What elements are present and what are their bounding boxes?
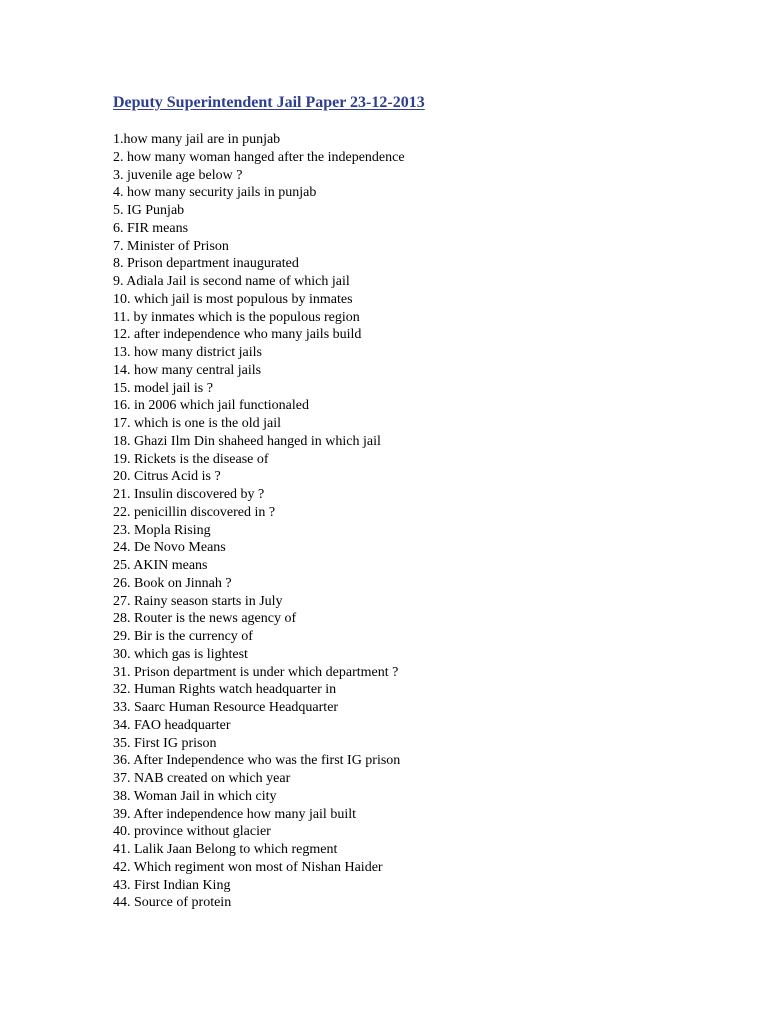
question-item: 3. juvenile age below ? [113, 167, 243, 183]
question-item: 20. Citrus Acid is ? [113, 469, 221, 485]
question-item: 37. NAB created on which year [113, 771, 291, 786]
question-item: 9. Adiala Jail is second name of which jail [113, 274, 350, 289]
question-item: 16. in 2006 which jail functionaled [113, 398, 309, 414]
question-item: 28. Router is the news agency of [113, 611, 297, 627]
question-item: 17. which is one is the old jail [113, 416, 281, 431]
question-item: 14. how many central jails [113, 362, 262, 378]
question-item: 44. Source of protein [113, 895, 232, 911]
question-item: 22. penicillin discovered in ? [113, 504, 276, 520]
question-item: 42. Which regiment won most of Nishan Haider [113, 859, 383, 875]
question-item: 7. Minister of Prison [113, 238, 229, 254]
question-item: 41. Lalik Jaan Belong to which regment [113, 842, 338, 857]
question-item: 15. model jail is ? [113, 380, 213, 396]
question-item: 23. Mopla Rising [113, 522, 211, 538]
question-item: 2. how many woman hanged after the independence [113, 149, 405, 165]
question-item: 6. FIR means [113, 220, 189, 236]
question-item: 5. IG Punjab [113, 203, 185, 218]
question-item: 31. Prison department is under which department ? [113, 664, 399, 680]
question-item: 18. Ghazi Ilm Din shaheed hanged in which jail [113, 433, 381, 449]
question-item: 8. Prison department inaugurated [113, 256, 299, 272]
question-list [113, 131, 405, 912]
question-item: 25. AKIN means [113, 558, 208, 573]
question-item: 27. Rainy season starts in July [113, 593, 283, 609]
question-item: 24. De Novo Means [113, 540, 226, 556]
question-item: 34. FAO headquarter [113, 717, 231, 733]
question-item: 29. Bir is the currency of [113, 629, 253, 644]
page-title: Deputy Superintendent Jail Paper 23-12-2013 [113, 94, 425, 111]
question-item: 10. which jail is most populous by inmates [113, 291, 353, 307]
question-item: 13. how many district jails [113, 345, 262, 360]
question-item: 38. Woman Jail in which city [113, 788, 277, 804]
question-item: 43. First Indian King [113, 877, 231, 893]
question-item: 12. after independence who many jails build [113, 327, 362, 343]
question-item: 21. Insulin discovered by ? [113, 487, 265, 502]
question-item: 40. province without glacier [113, 824, 271, 840]
question-item: 33. Saarc Human Resource Headquarter [113, 700, 339, 715]
question-item: 32. Human Rights watch headquarter in [113, 682, 337, 698]
question-item: 4. how many security jails in punjab [113, 185, 317, 201]
question-item: 35. First IG prison [113, 735, 217, 751]
question-item: 26. Book on Jinnah ? [113, 575, 232, 591]
question-item: 39. After independence how many jail built [113, 806, 356, 822]
question-item: 30. which gas is lightest [113, 646, 248, 662]
question-item: 36. After Independence who was the first IG prison [113, 753, 401, 769]
question-item: 1.how many jail are in punjab [113, 132, 281, 147]
question-item: 19. Rickets is the disease of [113, 451, 269, 467]
question-item: 11. by inmates which is the populous region [113, 309, 360, 325]
